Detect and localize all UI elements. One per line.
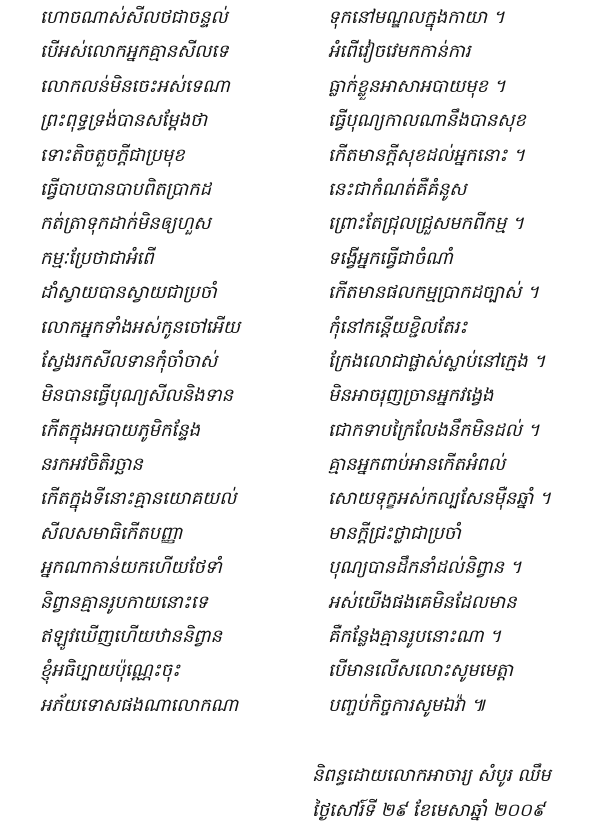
verse-line-left: ទោះតិចតួចក្ដីជាប្រមុខ [40, 144, 185, 166]
verse-row [0, 382, 600, 416]
verse-line-right: ព្រោះតែជ្រុលជ្រួសមកពីកម្ម ។ [328, 213, 524, 235]
verse-line-left: កម្មៈប្រែថាជាអំពើ [40, 247, 154, 269]
verse-row [0, 554, 600, 588]
verse-line-left: អភ័យទោសផងណាលោកណា [40, 694, 239, 716]
verse-row [0, 210, 600, 244]
verse-line-right: អស់យើងផងគេមិនដែលមាន [328, 591, 517, 613]
verse-line-right: ធ្វើបុណ្យកាលណានឹងបានសុខ [328, 110, 526, 132]
verse-line-left: លោកលន់មិនចេះអស់ទេណា [40, 75, 230, 97]
verse-row [0, 73, 600, 107]
verse-row [0, 4, 600, 38]
verse-line-right: បុណ្យបានដឹកនាំដល់និព្វាន ។ [328, 557, 522, 579]
verse-line-left: ដាំស្វាយបានស្វាយជាប្រចាំ [40, 282, 217, 304]
verse-line-left: កើតក្នុងអបាយភូមិកន្ទែង [40, 419, 200, 441]
verse-line-left: បើអស់លោកអ្នកគ្មានសីលទេ [40, 41, 229, 63]
verse-line-right: មិនអាចរុញច្រានអ្នកវង្វេង [328, 385, 494, 407]
verse-line-right: នេះជាកំណត់គឺគំនូស [328, 178, 467, 200]
verse-line-right: ទុកនៅមណ្ឌលក្នុងកាយា ។ [328, 7, 505, 28]
verse-row [0, 107, 600, 141]
poem-body [0, 4, 600, 726]
verse-row [0, 657, 600, 691]
verse-line-right: បញ្ចប់កិច្ចការសូមឯវ៉ា ៕ [328, 694, 486, 716]
verse-line-right: ធ្លាក់ខ្លួនអាសាអបាយមុខ ។ [328, 75, 506, 97]
verse-line-left: កើតក្នុងទីនោះគ្មានយោគយល់ [40, 488, 237, 510]
verse-line-right: ជោកទាបក្រៃលែងនឹកមិនដល់ ។ [328, 419, 540, 441]
verse-line-left: ខ្ញុំអធិប្បាយប៉ុណ្ណេះចុះ [40, 660, 181, 682]
verse-line-left: នរកអវចិតិរច្ឆាន [40, 454, 143, 476]
verse-row [0, 176, 600, 210]
verse-line-right: ទង្វើអ្នកធ្វើជាចំណាំ [328, 247, 453, 269]
verse-line-right: គ្មានអ្នកពាប់អានកើតអំពល់ [328, 454, 506, 476]
verse-line-left: អ្នកណាកាន់យកហើយថែទាំ [40, 557, 222, 579]
verse-line-right: អំពើវៀចវេមកកាន់ការ [328, 41, 471, 63]
composition-date: ថ្ងៃសៅរ៍ទី ២៩ ខែមេសាឆ្នាំ ២០០៩ [312, 800, 545, 821]
verse-line-left: មិនបានធ្វើបុណ្យសីលនិងទាន [40, 385, 234, 407]
verse-line-left: ស្វែងរកសីលទានកុំចាំចាស់ [40, 350, 218, 372]
verse-row [0, 279, 600, 313]
verse-line-right: កើតមានផលកម្មប្រាកដច្បាស់ ។ [328, 282, 539, 304]
verse-row [0, 348, 600, 382]
verse-line-left: និព្វានគ្មានរូបកាយនោះទេ [40, 591, 208, 613]
verse-line-right: មានក្ដីជ្រះថ្លាជាប្រចាំ [328, 522, 461, 544]
author-credit: និពន្ធដោយលោកអាចារ្យ សំបូរ ឈឹម [312, 765, 551, 786]
verse-line-left: លោកអ្នកទាំងអស់កូនចៅអើយ [40, 316, 240, 338]
verse-row [0, 245, 600, 279]
verse-line-right: កើតមានក្ដីសុខដល់អ្នកនោះ ។ [328, 144, 525, 166]
verse-line-right: បើមានលើសលោះសូមមេត្តា [328, 660, 514, 682]
verse-row [0, 485, 600, 519]
verse-line-left: ហោចណាស់សីលថជាចន្ទល់ [40, 7, 228, 28]
verse-line-left: ឥឡូវឃើញហើយឋាននិព្វាន [40, 626, 222, 648]
verse-row [0, 38, 600, 72]
verse-line-left: ព្រះពុទ្ធទ្រង់បានសម្ដែងថា [40, 110, 208, 132]
verse-row [0, 417, 600, 451]
verse-line-left: កត់ត្រាទុកដាក់មិនឲ្យហួស [40, 213, 211, 235]
verse-row [0, 589, 600, 623]
verse-row [0, 451, 600, 485]
verse-line-right: សោយទុក្ខអស់កល្បសែនម៉ឺនឆ្នាំ ។ [328, 488, 551, 510]
verse-line-left: សីលសមាធិកើតបញ្ញា [40, 522, 183, 544]
verse-line-right: កុំនៅកន្តើយខ្ជិលតែរះ [328, 316, 468, 338]
verse-row [0, 692, 600, 726]
verse-row [0, 142, 600, 176]
verse-line-left: ធ្វើបាបបានបាបពិតប្រាកដ [40, 178, 212, 200]
verse-row [0, 314, 600, 348]
verse-line-right: គឺកន្លែងគ្មានរូបនោះណា ។ [328, 626, 502, 648]
verse-line-right: ក្រែងលោជាផ្លាស់ស្លាប់នៅក្មេង ។ [328, 350, 546, 372]
verse-row [0, 520, 600, 554]
verse-row [0, 623, 600, 657]
